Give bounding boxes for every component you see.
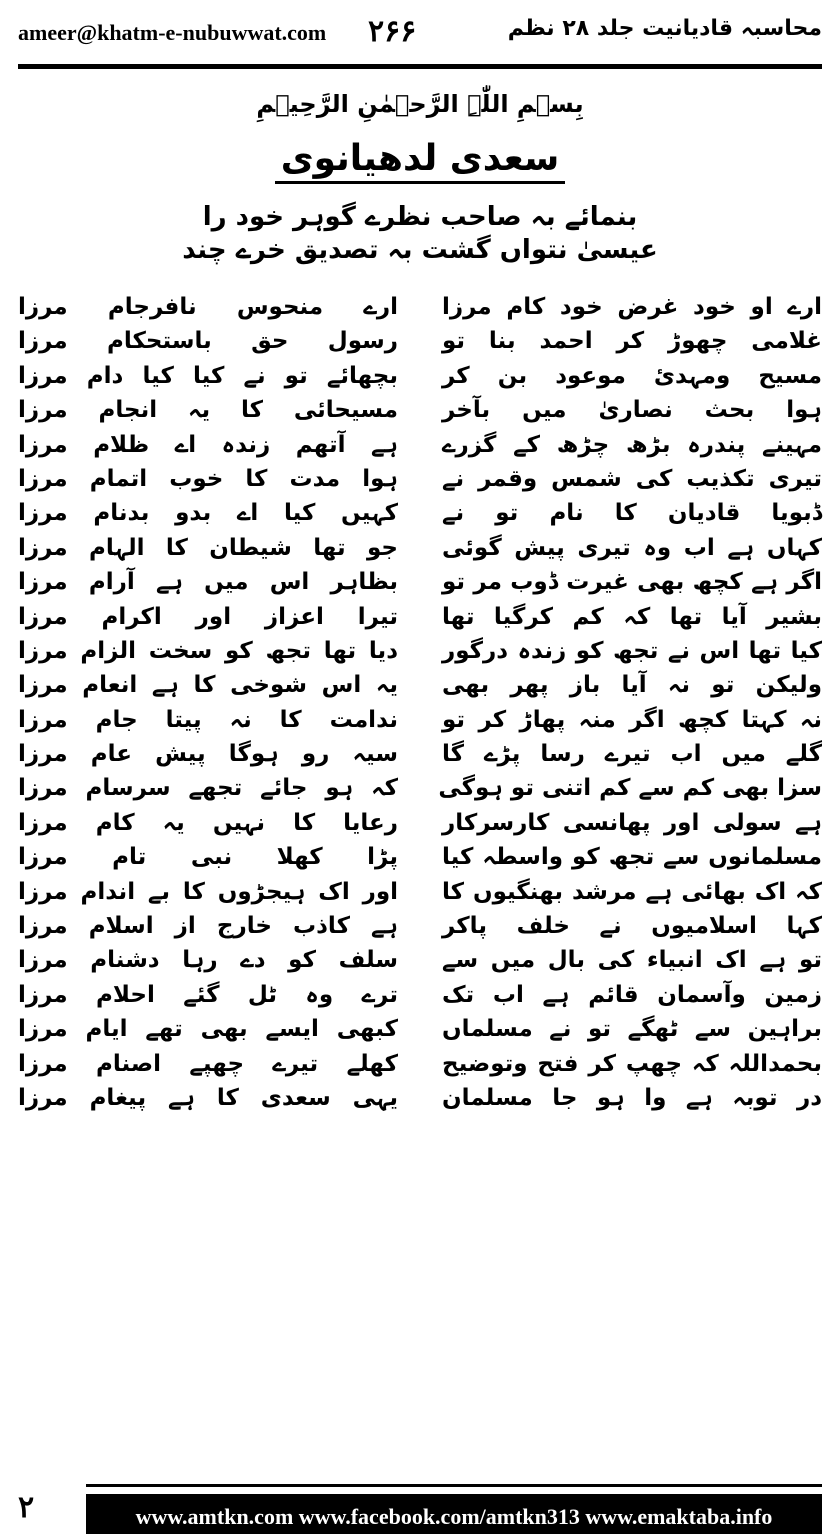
couplet-row [18,1012,822,1046]
couplet-second-hemistich: کہیں کیا اے بدو بدنام مرزا [18,500,398,527]
couplet-row [18,703,822,737]
couplet-first-hemistich: کیا تھا اس نے تجھ کو زندہ درگور [442,637,822,664]
couplet-second-hemistich: سلف کو دے رہا دشنام مرزا [18,947,398,974]
couplet-row [18,290,822,324]
couplet-row [18,324,822,358]
couplet-second-hemistich: کبھی ایسے بھی تھے ایام مرزا [18,1016,398,1043]
couplet-row [18,737,822,771]
couplet-first-hemistich: زمین وآسمان قائم ہے اب تک [442,981,822,1008]
couplet-first-hemistich: کہا اسلامیوں نے خلف پاکر [442,913,822,940]
book-title: محاسبہ قادیانیت جلد ۲۸ نظم [507,16,822,41]
header-rule [18,64,822,69]
couplet-second-hemistich: مسیحائی کا یہ انجام مرزا [18,397,398,424]
couplet-first-hemistich: اگر ہے کچھ بھی غیرت ڈوب مر تو [442,569,822,596]
couplet-second-hemistich: اور اک ہیجڑوں کا بے اندام مرزا [18,878,398,905]
couplet-second-hemistich: دیا تھا تجھ کو سخت الزام مرزا [18,637,398,664]
couplet-row [18,943,822,977]
couplet-row [18,496,822,530]
couplet-first-hemistich: ولیکن تو نہ آیا باز پھر بھی [442,672,822,699]
couplet-first-hemistich: براہین سے ٹھگے تو نے مسلماں [442,1016,822,1043]
couplet-second-hemistich: یہی سعدی کا ہے پیغام مرزا [18,1084,398,1111]
couplet-second-hemistich: ترے وہ ٹل گئے احلام مرزا [18,981,398,1008]
couplet-first-hemistich: سزا بھی کم سے کم اتنی تو ہوگی [438,775,822,802]
couplet-first-hemistich: در توبہ ہے وا ہو جا مسلمان [442,1084,822,1111]
header-email: ameer@khatm-e-nubuwwat.com [18,20,327,45]
persian-verse-line-2: عیسیٰ نتواں گشت بہ تصدیق خرے چند [182,235,658,265]
bismillah: بِسۡمِ اللّٰہِ الرَّحۡمٰنِ الرَّحِیۡمِ [256,90,584,118]
couplet-row [18,875,822,909]
couplet-row [18,428,822,462]
couplet-first-hemistich: تیری تکذیب کی شمس وقمر نے [442,465,822,492]
couplet-row [18,600,822,634]
couplet-second-hemistich: سیہ رو ہوگا پیش عام مرزا [18,741,398,768]
couplet-first-hemistich: ہے سولی اور پھانسی کارسرکار [442,809,822,836]
couplet-second-hemistich: بچھائے تو نے کیا کیا دام مرزا [18,362,398,389]
couplet-second-hemistich: بظاہر اس میں ہے آرام مرزا [18,569,398,596]
couplet-first-hemistich: کہ اک بھائی ہے مرشد بھنگیوں کا [442,878,822,905]
couplet-row [18,531,822,565]
couplet-second-hemistich: یہ اس شوخی کا ہے انعام مرزا [18,672,398,699]
couplet-row [18,668,822,702]
couplet-first-hemistich: ڈبویا قادیان کا نام تو نے [442,500,822,527]
couplet-row [18,359,822,393]
footer-rule [86,1484,822,1487]
couplet-second-hemistich: ہے آتھم زندہ اے ظلام مرزا [18,431,398,458]
couplet-row [18,840,822,874]
couplet-second-hemistich: پڑا کھلا نبی تام مرزا [18,844,398,871]
poem-title-text: سعدی لدھیانوی [275,138,566,184]
poem-title [0,138,840,179]
couplet-second-hemistich: ہے کاذب خارج از اسلام مرزا [18,913,398,940]
couplet-row [18,393,822,427]
couplet-row [18,462,822,496]
couplet-first-hemistich: بحمداللہ کہ چھپ کر فتح وتوضیح [442,1050,822,1077]
persian-verse-line-1: بنمائے بہ صاحب نظرے گوہر خود را [202,202,638,232]
couplet-first-hemistich: مہینے پندرہ بڑھ چڑھ کے گزرے [442,431,822,458]
couplet-second-hemistich: ہوا مدت کا خوب اتمام مرزا [18,465,398,492]
couplet-first-hemistich: ارے او خود غرض خود کام مرزا [442,294,822,320]
couplet-second-hemistich: ندامت کا نہ پیتا جام مرزا [18,706,398,733]
couplet-first-hemistich: گلے میں اب تیرے رسا پڑے گا [442,741,822,768]
couplet-row [18,565,822,599]
couplet-second-hemistich: رعایا کا نہیں یہ کام مرزا [18,809,398,836]
couplet-row [18,1081,822,1115]
couplet-first-hemistich: کہاں ہے اب وہ تیری پیش گوئی [442,534,822,561]
couplet-second-hemistich: جو تھا شیطان کا الہام مرزا [18,534,398,561]
couplet-first-hemistich: ہوا بحث نصاریٰ میں بآخر [442,397,822,424]
couplet-second-hemistich: ارے منحوس نافرجام مرزا [18,294,398,320]
couplet-first-hemistich: تو ہے اک انبیاء کی بال میں سے [442,947,822,974]
couplet-second-hemistich: تیرا اعزاز اور اکرام مرزا [18,603,398,630]
page-header [0,0,840,64]
footer-page-marker: ۲ [18,1490,35,1525]
page-number: ۲۶۶ [368,14,417,49]
couplet-first-hemistich: غلامی چھوڑ کر احمد بنا تو [442,328,822,355]
couplet-row [18,634,822,668]
couplet-row [18,978,822,1012]
couplet-first-hemistich: مسلمانوں سے تجھ کو واسطہ کیا [442,844,822,871]
poem-body [18,290,822,1115]
couplet-second-hemistich: رسول حق باستحکام مرزا [18,328,398,355]
couplet-row [18,1047,822,1081]
couplet-second-hemistich: کھلے تیرے چھپے اصنام مرزا [18,1050,398,1077]
couplet-row [18,806,822,840]
couplet-first-hemistich: بشیر آیا تھا کہ کم کرگیا تھا [442,603,822,630]
couplet-row [18,909,822,943]
footer-links-bar: www.amtkn.com www.facebook.com/amtkn313 www.emaktaba.info [86,1494,822,1534]
couplet-second-hemistich: کہ ہو جائے تجھے سرسام مرزا [18,775,398,802]
couplet-first-hemistich: نہ کہتا کچھ اگر منہ پھاڑ کر تو [442,706,822,733]
couplet-first-hemistich: مسیح ومہدیٔ موعود بن کر [442,362,822,389]
couplet-row [18,771,822,805]
